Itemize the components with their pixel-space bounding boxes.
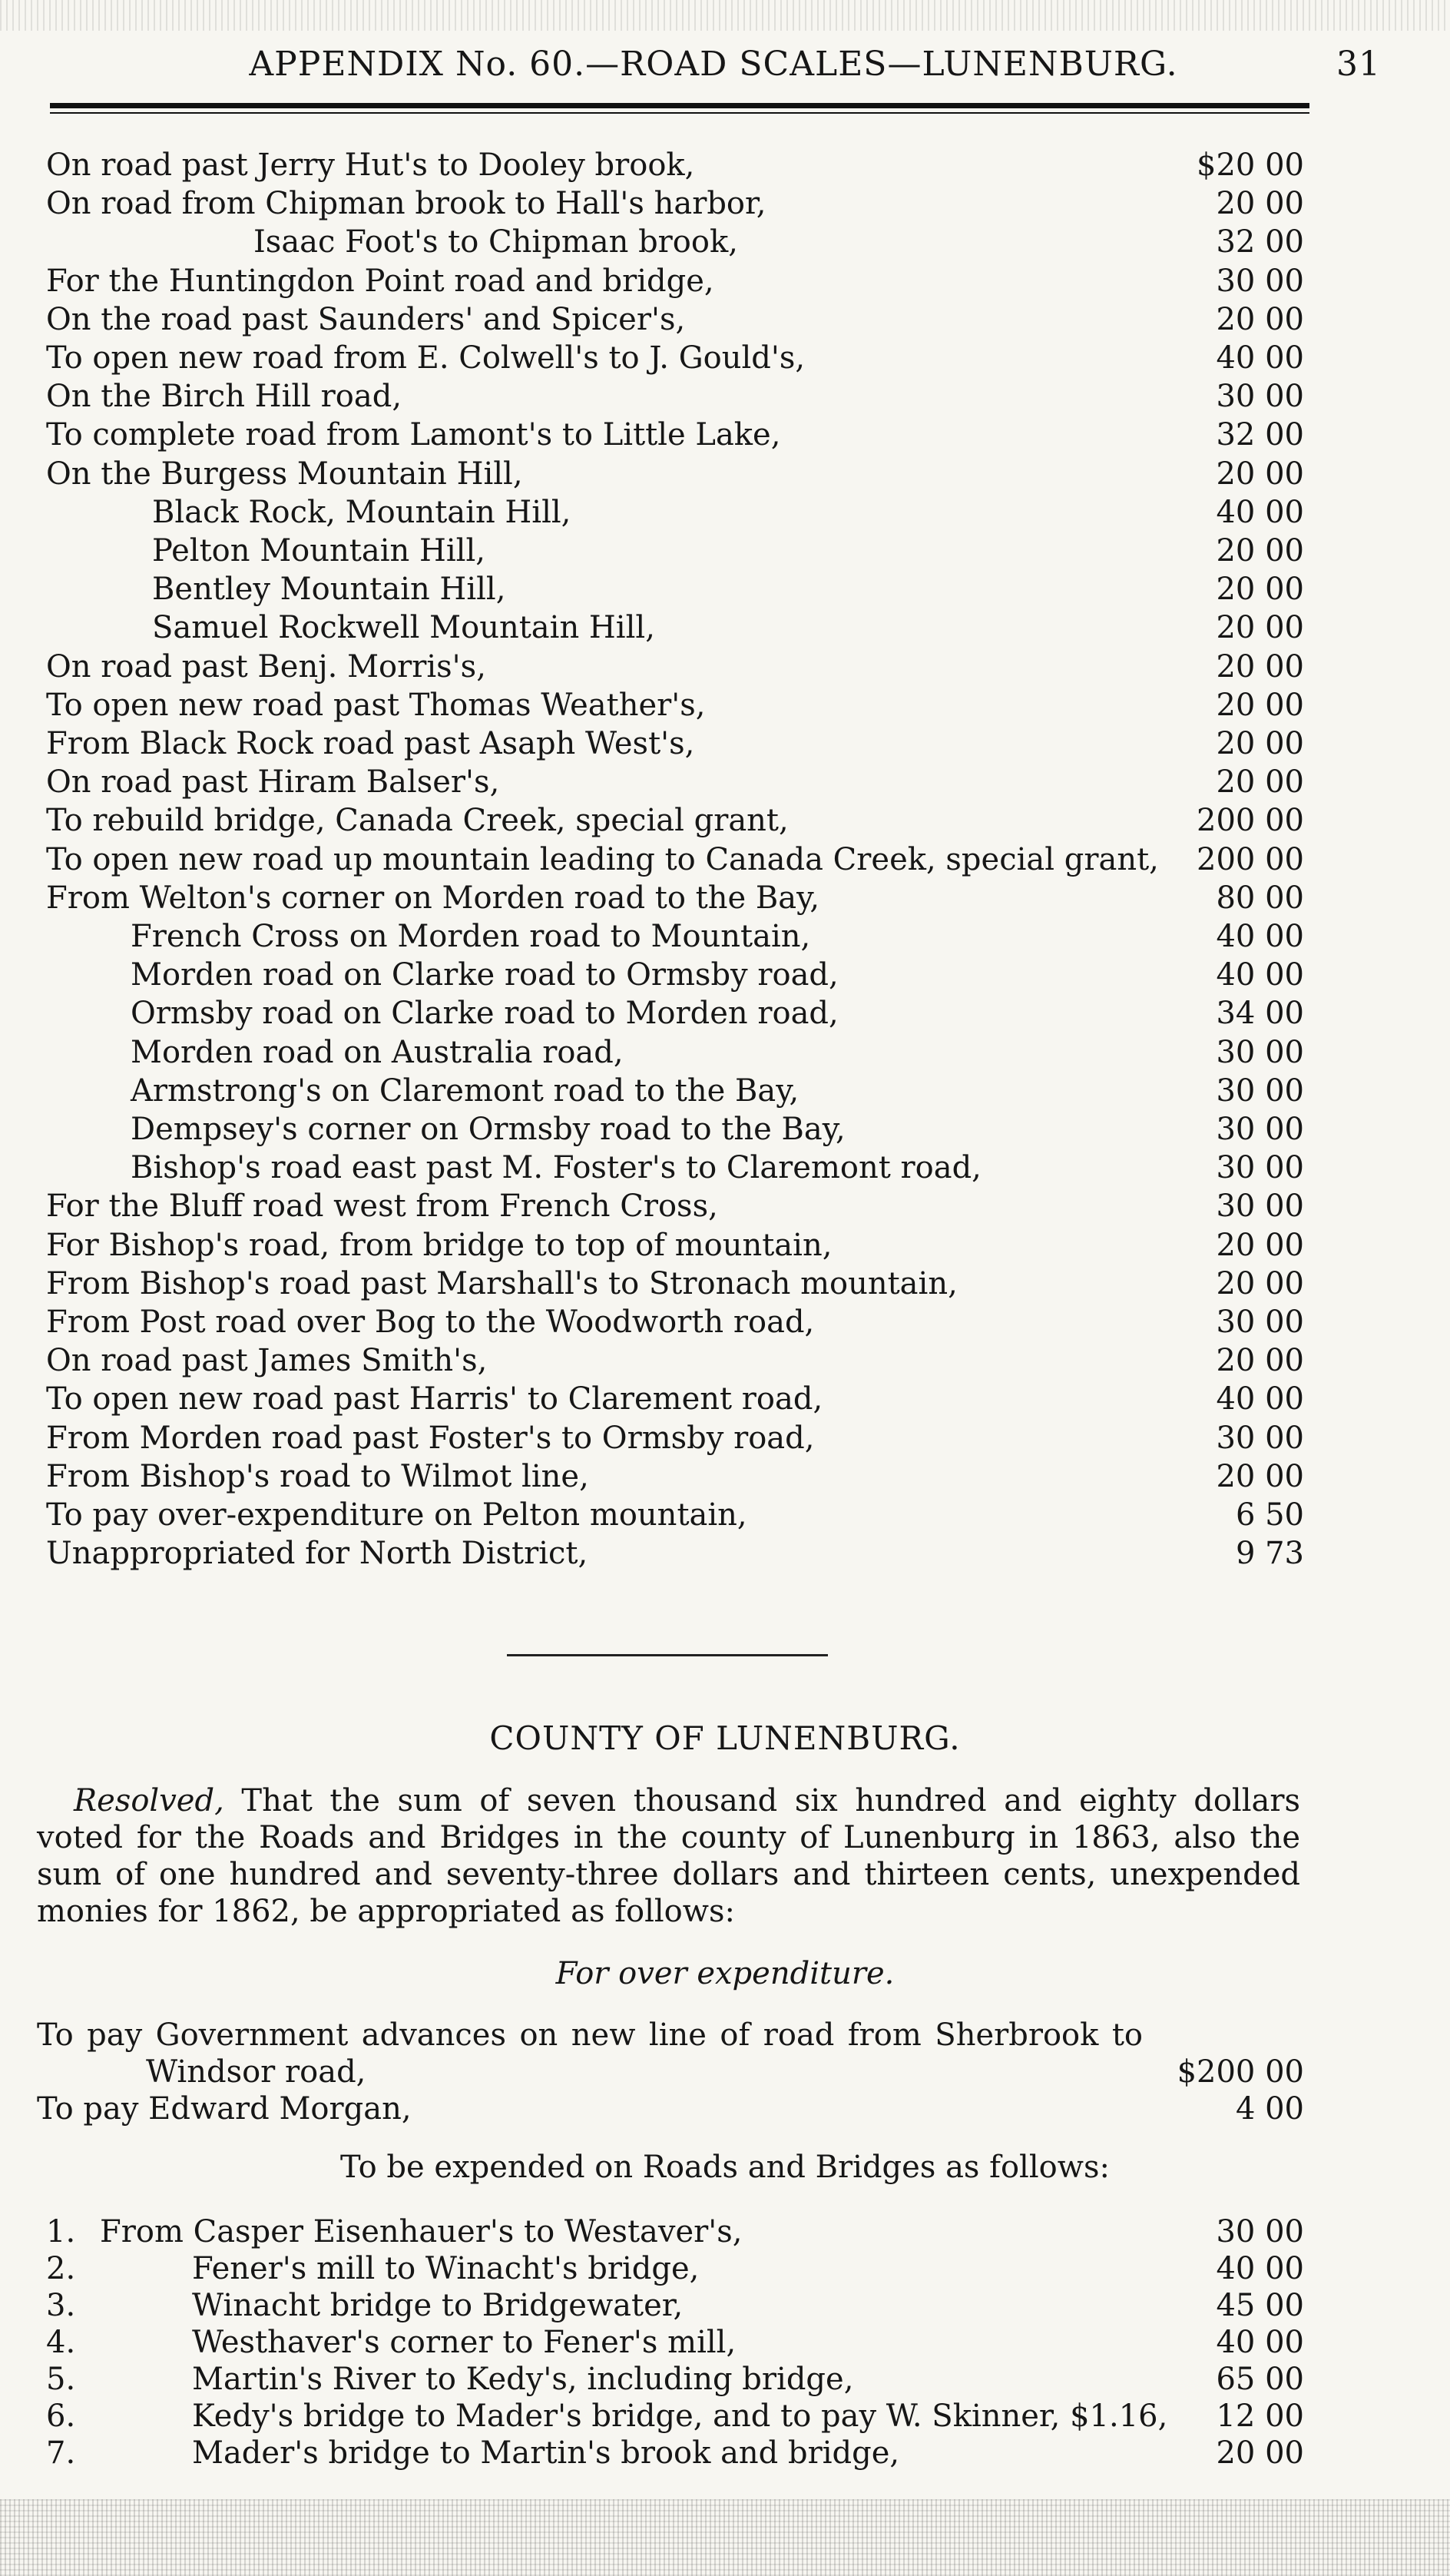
road-scale-item [0, 377, 1450, 416]
road-scale-item [0, 146, 1450, 184]
road-scale-item [0, 608, 1450, 647]
road-scale-item [0, 1226, 1450, 1265]
item-description: Bentley Mountain Hill, [152, 572, 506, 607]
item-description: Pelton Mountain Hill, [152, 533, 485, 569]
road-item-amount: 20 00 [1216, 2435, 1304, 2471]
item-amount: 30 00 [1216, 379, 1304, 414]
road-scale-item [0, 1341, 1450, 1380]
over-expenditure-text: To pay Government advances on new line of road from Sherbrook to [37, 2017, 1143, 2053]
item-amount: 30 00 [1216, 1112, 1304, 1147]
over-expenditure-item [0, 2016, 1450, 2054]
item-amount: 34 00 [1216, 996, 1304, 1031]
item-description: From Black Rock road past Asaph West's, [46, 726, 695, 761]
road-scale-item [0, 686, 1450, 724]
road-scale-item [0, 1072, 1450, 1110]
over-expenditure-heading: For over expenditure. [555, 1956, 895, 1991]
page-header [46, 45, 1381, 98]
item-amount: 200 00 [1197, 842, 1304, 877]
road-item-number: 3. [46, 2288, 76, 2323]
over-expenditure-amount: $200 00 [1177, 2054, 1304, 2090]
road-item-description: Winacht bridge to Bridgewater, [192, 2288, 684, 2323]
item-description: Bishop's road east past M. Foster's to Claremont road, [131, 1150, 982, 1185]
road-scale-item [0, 532, 1450, 570]
item-amount: 20 00 [1216, 186, 1304, 221]
road-scale-item [0, 339, 1450, 377]
over-expenditure-item [0, 2090, 1450, 2128]
item-amount: 20 00 [1216, 1266, 1304, 1301]
road-item-description: Martin's River to Kedy's, including bridge, [192, 2362, 854, 2397]
item-amount: 32 00 [1216, 417, 1304, 453]
item-amount: 40 00 [1216, 1381, 1304, 1417]
road-item-amount: 40 00 [1216, 2325, 1304, 2360]
road-scale-item [0, 801, 1450, 840]
section-divider [507, 1654, 828, 1656]
item-description: Morden road on Clarke road to Ormsby road, [131, 957, 839, 993]
header-title: APPENDIX No. 60.—ROAD SCALES—LUNENBURG. [249, 45, 1178, 84]
scan-noise-top [0, 0, 1450, 31]
road-item-amount: 12 00 [1216, 2399, 1304, 2434]
road-scale-item [0, 763, 1450, 801]
item-description: Ormsby road on Clarke road to Morden road, [131, 996, 839, 1031]
road-scale-item [0, 1534, 1450, 1573]
road-scale-item [0, 648, 1450, 686]
road-scale-item [0, 1380, 1450, 1418]
roads-heading: To be expended on Roads and Bridges as follows: [340, 2150, 1110, 2185]
road-item [0, 2397, 1450, 2435]
road-item-number: 5. [46, 2362, 76, 2397]
item-description: Samuel Rockwell Mountain Hill, [152, 610, 655, 645]
road-item [0, 2249, 1450, 2288]
item-description: Unappropriated for North District, [46, 1536, 588, 1571]
road-item-number: 7. [46, 2435, 76, 2471]
road-scale-item [0, 1303, 1450, 1341]
item-description: From Post road over Bog to the Woodworth road, [46, 1305, 815, 1340]
item-amount: 30 00 [1216, 1150, 1304, 1185]
road-item-description: From Casper Eisenhauer's to Westaver's, [100, 2214, 743, 2249]
road-item-number: 6. [46, 2399, 76, 2434]
item-amount: 6 50 [1235, 1497, 1304, 1533]
item-description: For Bishop's road, from bridge to top of mountain, [46, 1228, 833, 1263]
item-amount: 30 00 [1216, 1073, 1304, 1109]
road-item-description: Kedy's bridge to Mader's bridge, and to pay W. Skinner, $1.16, [192, 2399, 1168, 2434]
road-item [0, 2323, 1450, 2362]
road-item [0, 2286, 1450, 2325]
road-scale-item [0, 570, 1450, 608]
item-amount: 80 00 [1216, 880, 1304, 916]
item-description: To complete road from Lamont's to Little Lake, [46, 417, 781, 453]
road-item-number: 1. [46, 2214, 76, 2249]
item-description: On road past James Smith's, [46, 1343, 488, 1378]
item-amount: 40 00 [1216, 495, 1304, 530]
county-heading: COUNTY OF LUNENBURG. [489, 1719, 961, 1757]
item-amount: 40 00 [1216, 957, 1304, 993]
road-item [0, 2434, 1450, 2472]
item-description: On the Birch Hill road, [46, 379, 402, 414]
resolution-paragraph [37, 1782, 1300, 1930]
road-scale-item [0, 1187, 1450, 1225]
road-item-description: Fener's mill to Winacht's bridge, [192, 2251, 700, 2286]
item-description: For the Huntingdon Point road and bridge, [46, 264, 714, 299]
item-description: Dempsey's corner on Ormsby road to the Bay, [131, 1112, 846, 1147]
road-scale-item [0, 994, 1450, 1033]
road-scale-item [0, 1110, 1450, 1149]
road-item-description: Mader's bridge to Martin's brook and bridge, [192, 2435, 900, 2471]
page-number: 31 [1336, 45, 1381, 84]
item-amount: 40 00 [1216, 919, 1304, 954]
item-description: On road past Hiram Balser's, [46, 764, 500, 800]
header-rule-thin [50, 112, 1309, 114]
item-amount: 30 00 [1216, 1421, 1304, 1456]
item-description: Morden road on Australia road, [131, 1035, 624, 1070]
road-scale-item [0, 1419, 1450, 1457]
item-description: On road from Chipman brook to Hall's harbor, [46, 186, 766, 221]
item-amount: 20 00 [1216, 649, 1304, 685]
road-scale-item [0, 493, 1450, 532]
item-amount: 200 00 [1197, 803, 1304, 838]
road-scale-item [0, 1457, 1450, 1496]
road-scale-item [0, 223, 1450, 261]
road-item-amount: 45 00 [1216, 2288, 1304, 2323]
road-scale-item [0, 917, 1450, 956]
item-description: On the road past Saunders' and Spicer's, [46, 302, 686, 337]
item-description: To rebuild bridge, Canada Creek, special grant, [46, 803, 789, 838]
item-amount: 9 73 [1235, 1536, 1304, 1571]
item-description: From Welton's corner on Morden road to the Bay, [46, 880, 820, 916]
item-amount: 20 00 [1216, 302, 1304, 337]
item-description: For the Bluff road west from French Cross, [46, 1189, 718, 1224]
road-scale-item [0, 1496, 1450, 1534]
item-amount: 20 00 [1216, 726, 1304, 761]
item-amount: 20 00 [1216, 572, 1304, 607]
item-amount: 20 00 [1216, 1343, 1304, 1378]
item-description: From Bishop's road past Marshall's to Stronach mountain, [46, 1266, 958, 1301]
item-description: From Morden road past Foster's to Ormsby road, [46, 1421, 815, 1456]
item-description: To open new road past Harris' to Clarement road, [46, 1381, 823, 1417]
over-expenditure-text-cont: Windsor road, [146, 2054, 366, 2090]
item-amount: 40 00 [1216, 340, 1304, 376]
road-item-number: 4. [46, 2325, 76, 2360]
over-expenditure-item-cont [0, 2053, 1450, 2091]
road-item-number: 2. [46, 2251, 76, 2286]
item-amount: 20 00 [1216, 1228, 1304, 1263]
road-scale-item [0, 1033, 1450, 1072]
road-item-amount: 40 00 [1216, 2251, 1304, 2286]
item-description: Armstrong's on Claremont road to the Bay, [131, 1073, 799, 1109]
item-amount: 32 00 [1216, 224, 1304, 260]
road-item-amount: 65 00 [1216, 2362, 1304, 2397]
road-item [0, 2213, 1450, 2251]
road-scale-item [0, 1265, 1450, 1303]
road-scale-item [0, 455, 1450, 493]
resolved-label: Resolved, [74, 1783, 224, 1818]
item-description: On road past Jerry Hut's to Dooley brook, [46, 148, 695, 183]
item-description: From Bishop's road to Wilmot line, [46, 1459, 589, 1494]
road-item-amount: 30 00 [1216, 2214, 1304, 2249]
road-item-description: Westhaver's corner to Fener's mill, [192, 2325, 737, 2360]
road-scale-item [0, 416, 1450, 454]
item-amount: 20 00 [1216, 1459, 1304, 1494]
resolved-text: That the sum of seven thousand six hundred and eighty dollars voted for the Roads and Bridges in the county of Lunenburg in 1863, also the sum of one hundred and seventy-three dollars and thirteen cents, unexpended monies for 1862, be appropriated as follows: [37, 1783, 1301, 1929]
road-scale-item [0, 1149, 1450, 1187]
road-scale-item [0, 879, 1450, 917]
road-scale-item [0, 840, 1450, 879]
item-amount: 20 00 [1216, 456, 1304, 492]
road-scale-item [0, 262, 1450, 300]
item-description: On the Burgess Mountain Hill, [46, 456, 523, 492]
item-description: On road past Benj. Morris's, [46, 649, 486, 685]
item-description: To open new road from E. Colwell's to J. Gould's, [46, 340, 806, 376]
scan-noise-bottom [0, 2499, 1450, 2576]
header-rule-thick [50, 103, 1309, 108]
road-scale-item [0, 300, 1450, 339]
over-expenditure-amount: 4 00 [1235, 2091, 1304, 2127]
item-description: Isaac Foot's to Chipman brook, [253, 224, 738, 260]
item-amount: 20 00 [1216, 533, 1304, 569]
item-description: To open new road past Thomas Weather's, [46, 688, 706, 723]
item-amount: 30 00 [1216, 264, 1304, 299]
item-description: To open new road up mountain leading to Canada Creek, special grant, [46, 842, 1159, 877]
road-scale-item [0, 184, 1450, 223]
item-amount: 20 00 [1216, 764, 1304, 800]
item-description: French Cross on Morden road to Mountain, [131, 919, 811, 954]
item-description: Black Rock, Mountain Hill, [152, 495, 571, 530]
item-amount: $20 00 [1197, 148, 1304, 183]
item-amount: 20 00 [1216, 688, 1304, 723]
item-description: To pay over-expenditure on Pelton mountain, [46, 1497, 747, 1533]
item-amount: 30 00 [1216, 1305, 1304, 1340]
item-amount: 30 00 [1216, 1189, 1304, 1224]
item-amount: 20 00 [1216, 610, 1304, 645]
road-scale-item [0, 724, 1450, 763]
over-expenditure-text: To pay Edward Morgan, [37, 2091, 412, 2127]
road-scale-item [0, 956, 1450, 994]
road-item [0, 2360, 1450, 2399]
item-amount: 30 00 [1216, 1035, 1304, 1070]
